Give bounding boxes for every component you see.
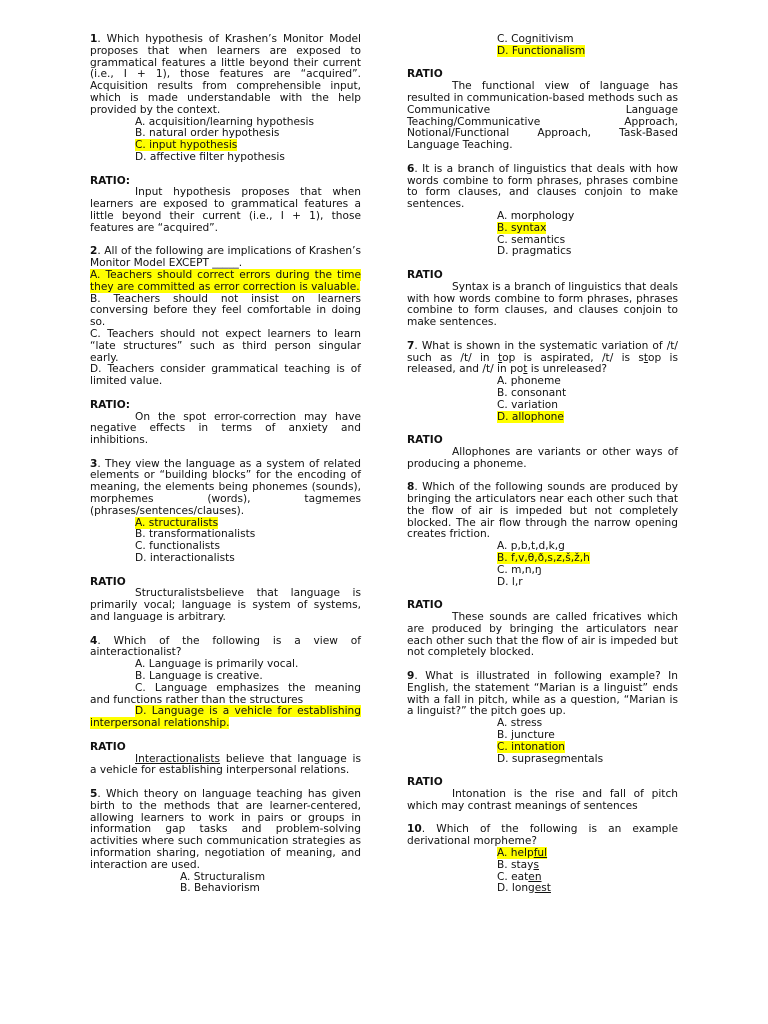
answer-highlight: A. Teachers should correct errors during the time they are committed as error correction is valuable. bbox=[90, 268, 361, 293]
left-column bbox=[90, 34, 361, 895]
question-text: . It is a branch of linguistics that deals with how words combine to form phrases, phrases combine to form clauses, and clauses conjoin to make sentences. bbox=[407, 162, 678, 211]
right-column bbox=[407, 34, 678, 895]
option-b: B. stays bbox=[497, 858, 539, 871]
option-a-answer bbox=[407, 848, 678, 860]
ratio-text: Syntax is a branch of linguistics that deals with how words combine to form phrases, phrases combine to form clauses, and clauses conjoin to make sentences. bbox=[407, 280, 678, 329]
question-text: . Which theory on language teaching has given birth to the methods that are learner-centered, allowing learners to work in pairs or groups in information gap tasks and problem-solving activities where such communication strategies as information sharing, negotiation of meaning, and interaction are used. bbox=[90, 788, 361, 871]
answer-highlight: B. syntax bbox=[497, 221, 547, 234]
answer-highlight: B. f,v,θ,ð,s,z,š,ž,h bbox=[497, 552, 590, 565]
question-number: 3 bbox=[90, 457, 98, 470]
ratio-text: The functional view of language has resulted in communication-based methods such as Communicative Language Teaching/Communicative Approach, Notional/Functional Approach, Task-Based Language Teaching. bbox=[407, 80, 678, 152]
option-a: A. p,b,t,d,k,g bbox=[497, 540, 565, 553]
question-text: . All of the following are implications of Krashen’s Monitor Model EXCEPT _____. bbox=[90, 245, 361, 270]
ratio-text: On the spot error-correction may have negative effects in terms of anxiety and inhibitions. bbox=[90, 410, 361, 447]
option-a: A. stress bbox=[497, 717, 543, 730]
ratio-heading: RATIO bbox=[407, 776, 443, 789]
question-3 bbox=[90, 459, 361, 518]
option-d-answer bbox=[407, 412, 678, 424]
question-text: . They view the language as a system of related elements or “building blocks” for the encoding of meaning, the elements being phonemes (sounds), morphemes (words), tagmemes (phrases/sentences/clauses). bbox=[90, 457, 361, 517]
question-number: 7 bbox=[407, 339, 415, 352]
option-c: C. Teachers should not expect learners to learn “late structures” such as third person singular early. bbox=[90, 327, 361, 364]
ratio-heading: RATIO bbox=[407, 599, 443, 612]
option-c: C. eaten bbox=[497, 870, 542, 883]
option-b: B. Language is creative. bbox=[135, 670, 263, 683]
question-text: . Which of the following sounds are produced by bringing the articulators near each other such that the flow of air is impeded but not completely blocked. The air flow through the narrow opening creates friction. bbox=[407, 481, 678, 541]
option-a-answer bbox=[90, 270, 361, 294]
option-d-answer bbox=[407, 46, 678, 58]
ratio-text: Interactionalists believe that language is a vehicle for establishing interpersonal relations. bbox=[90, 752, 361, 777]
question-number: 5 bbox=[90, 788, 98, 800]
option-c: C. semantics bbox=[497, 233, 566, 246]
question-9 bbox=[407, 671, 678, 718]
ratio-heading: RATIO bbox=[407, 68, 443, 81]
question-number: 8 bbox=[407, 481, 415, 494]
option-a: A. phoneme bbox=[497, 375, 561, 388]
option-b: B. consonant bbox=[497, 386, 567, 399]
question-number: 9 bbox=[407, 670, 415, 683]
option-c: C. Cognitivism bbox=[497, 33, 574, 45]
option-b: B. Behaviorism bbox=[180, 882, 260, 895]
question-6 bbox=[407, 164, 678, 211]
answer-highlight: D. Language is a vehicle for establishing interpersonal relationship. bbox=[90, 705, 361, 730]
option-b-answer bbox=[407, 553, 678, 565]
question-text: . Which of the following is a view of ainteractionalist? bbox=[90, 634, 361, 659]
option-d: D. longest bbox=[497, 882, 551, 895]
question-1 bbox=[90, 34, 361, 117]
option-d: D. Teachers consider grammatical teaching is of limited value. bbox=[90, 363, 361, 388]
option-d-answer bbox=[90, 706, 361, 730]
answer-highlight: D. allophone bbox=[497, 410, 564, 423]
question-number: 1 bbox=[90, 33, 98, 45]
ratio-heading: RATIO: bbox=[90, 398, 130, 411]
option-d: D. interactionalists bbox=[135, 552, 235, 565]
question-number: 10 bbox=[407, 823, 422, 836]
answer-highlight: A. helpful bbox=[497, 846, 548, 859]
question-text: . Which hypothesis of Krashen’s Monitor Model proposes that when learners are exposed to grammatical features a little beyond their current (i.e., I + 1), those features are “acquired”. Acquisition results from comprehensible input, which is made understandable with the help provided by the context. bbox=[90, 33, 361, 116]
option-a: A. Structuralism bbox=[180, 870, 266, 883]
option-d: D. pragmatics bbox=[497, 245, 572, 258]
ratio-text: Allophones are variants or other ways of producing a phoneme. bbox=[407, 445, 678, 470]
option-a: A. Language is primarily vocal. bbox=[135, 658, 299, 671]
underlined-term: Interactionalists bbox=[135, 752, 221, 765]
option-b: B. juncture bbox=[497, 729, 555, 742]
question-text: . Which of the following is an example derivational morpheme? bbox=[407, 823, 678, 848]
option-d: D. l,r bbox=[497, 575, 523, 588]
answer-highlight: D. Functionalism bbox=[497, 44, 586, 57]
question-7: 7. What is shown in the systematic variation of /t/ such as /t/ in top is aspirated, /t/ is stop is released, and /t/ in pot is unreleased? bbox=[407, 339, 678, 376]
option-c: C. variation bbox=[497, 398, 558, 411]
question-number: 6 bbox=[407, 162, 415, 175]
option-b: B. natural order hypothesis bbox=[135, 127, 280, 140]
ratio-heading: RATIO bbox=[407, 434, 443, 447]
question-number: 4 bbox=[90, 634, 98, 647]
ratio-text: Input hypothesis proposes that when learners are exposed to grammatical features a little beyond their current (i.e., I + 1), those features are “acquired”. bbox=[90, 186, 361, 234]
option-c: C. m,n,ŋ bbox=[497, 563, 542, 576]
question-8 bbox=[407, 482, 678, 541]
option-c: C. functionalists bbox=[135, 540, 220, 553]
option-a: A. acquisition/learning hypothesis bbox=[135, 115, 314, 128]
answer-highlight: A. structuralists bbox=[135, 516, 219, 529]
answer-highlight: C. input hypothesis bbox=[135, 139, 238, 152]
question-text: . What is illustrated in following example? In English, the statement “Marian is a linguist” ends with a fall in pitch, while as a question, “Marian is a linguist?” the pitch goes up. bbox=[407, 670, 678, 718]
option-b: B. transformationalists bbox=[135, 528, 256, 541]
question-10 bbox=[407, 824, 678, 848]
ratio-text: Intonation is the rise and fall of pitch which may contrast meanings of sentences bbox=[407, 788, 678, 812]
option-a: A. morphology bbox=[497, 209, 575, 222]
option-c: C. Language emphasizes the meaning and functions rather than the structures bbox=[90, 681, 361, 706]
question-2 bbox=[90, 246, 361, 270]
ratio-text: These sounds are called fricatives which are produced by bringing the articulators near each other such that the flow of air is impeded but not completely blocked. bbox=[407, 611, 678, 659]
question-5 bbox=[90, 789, 361, 872]
ratio-heading: RATIO bbox=[90, 740, 126, 753]
question-4 bbox=[90, 636, 361, 660]
option-d: D. affective filter hypothesis bbox=[135, 150, 285, 163]
option-b: B. Teachers should not insist on learners conversing before they feel comfortable in doing so. bbox=[90, 292, 361, 329]
ratio-heading: RATIO bbox=[407, 268, 443, 281]
ratio-heading: RATIO: bbox=[90, 174, 130, 187]
ratio-heading: RATIO bbox=[90, 575, 126, 588]
answer-highlight: C. intonation bbox=[497, 740, 565, 753]
option-b-answer bbox=[407, 223, 678, 235]
ratio-text: Structuralistsbelieve that language is primarily vocal; language is system of systems, and language is arbitrary. bbox=[90, 587, 361, 624]
option-c-answer bbox=[407, 742, 678, 754]
question-number: 2 bbox=[90, 245, 98, 258]
option-d: D. suprasegmentals bbox=[497, 752, 604, 765]
